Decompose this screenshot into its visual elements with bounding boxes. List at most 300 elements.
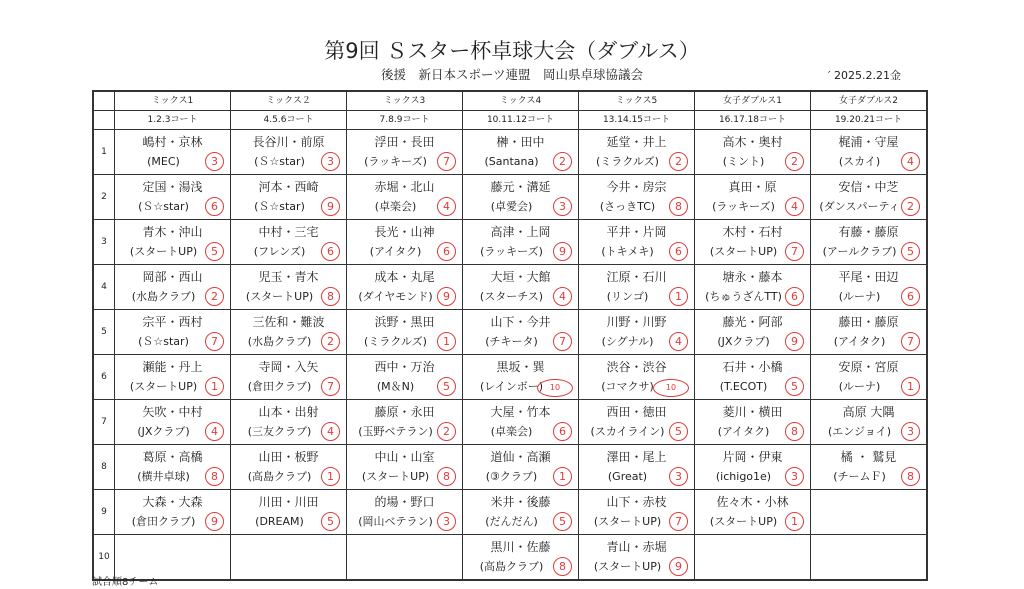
- pair-cell: [231, 355, 347, 400]
- pair-names: 安原・宮原: [838, 360, 899, 374]
- table-row: [93, 490, 927, 535]
- club-name: (水島クラブ): [247, 335, 312, 348]
- pair-names: 石井・小橋: [722, 360, 783, 374]
- club-name: (Ｓ☆star): [138, 335, 189, 348]
- pair-names: 塘永・藤本: [722, 270, 783, 284]
- order-badge: 7: [785, 242, 804, 261]
- order-badge: 1: [437, 332, 456, 351]
- header-corner: [93, 111, 115, 130]
- row-number: 9: [93, 490, 115, 535]
- pair-names: 浜野・黒田: [374, 315, 435, 329]
- order-badge: 8: [669, 197, 688, 216]
- pair-cell: [231, 445, 347, 490]
- club-name: (アールクラブ): [822, 245, 897, 258]
- club-name: (スタートUP): [245, 290, 314, 303]
- pair-names: 大垣・大館: [490, 270, 551, 284]
- pair-names: 定国・湯浅: [142, 180, 203, 194]
- order-badge: 6: [205, 197, 224, 216]
- pair-names: 宗平・西村: [142, 315, 203, 329]
- event-date: ′ 2025.2.21金: [828, 69, 901, 82]
- order-badge: 6: [437, 242, 456, 261]
- pair-names: 三佐和・難波: [252, 315, 325, 329]
- pair-names: 嶋村・京林: [142, 135, 203, 149]
- pair-cell: [695, 355, 811, 400]
- pair-cell: [695, 130, 811, 175]
- order-badge: 6: [901, 287, 920, 306]
- pair-names: 川野・川野: [606, 315, 667, 329]
- club-name: (倉田クラブ): [131, 515, 196, 528]
- club-name: (リンゴ): [606, 290, 649, 303]
- club-name: (スタートUP): [709, 515, 778, 528]
- header-row-courts: [93, 111, 927, 130]
- pair-cell: [463, 130, 579, 175]
- pair-names: 藤元・溝延: [490, 180, 551, 194]
- order-badge: 7: [669, 512, 688, 531]
- pair-cell: [463, 445, 579, 490]
- club-name: (コマクサ): [601, 380, 654, 393]
- row-number: 1: [93, 130, 115, 175]
- pair-names: 今井・房宗: [606, 180, 667, 194]
- club-name: (T.ECOT): [719, 380, 768, 393]
- club-name: (玉野ベテラン): [358, 425, 433, 438]
- club-name: (高島クラブ): [479, 560, 544, 573]
- page-title: 第9回 Ｓスター杯卓球大会（ダブルス）: [324, 39, 700, 63]
- table-row: [93, 400, 927, 445]
- order-badge: 5: [321, 512, 340, 531]
- club-name: (ミラクルズ): [596, 155, 659, 168]
- club-name: (ichigo1e): [715, 470, 772, 483]
- table-row: [93, 130, 927, 175]
- order-badge: 10: [537, 379, 573, 397]
- order-badge: 3: [553, 197, 572, 216]
- order-badge: 9: [785, 332, 804, 351]
- pair-names: 山本・出射: [258, 405, 319, 419]
- pair-cell: [695, 220, 811, 265]
- pair-cell: [811, 355, 928, 400]
- club-name: (スタートUP): [709, 245, 778, 258]
- club-name: (卓愛会): [490, 200, 533, 213]
- order-badge: 2: [553, 152, 572, 171]
- pair-names: 的場・野口: [374, 495, 435, 509]
- pair-names: 真田・原: [728, 180, 777, 194]
- pair-cell: [463, 535, 579, 581]
- row-number: 4: [93, 265, 115, 310]
- pair-names: 児玉・青木: [258, 270, 319, 284]
- club-name: (ダンスパーティ: [819, 200, 900, 213]
- division-label: ミックス4: [463, 91, 579, 111]
- club-name: (ラッキーズ): [712, 200, 775, 213]
- club-name: (横井卓球): [137, 470, 190, 483]
- table-row: [93, 535, 927, 581]
- order-badge: 5: [205, 242, 224, 261]
- pair-cell: [579, 220, 695, 265]
- pair-cell: [115, 535, 231, 581]
- club-name: (フレンズ): [253, 245, 306, 258]
- pair-cell: [695, 265, 811, 310]
- pair-cell: [347, 490, 463, 535]
- pair-names: 黒川・佐藤: [490, 540, 551, 554]
- pair-cell: [695, 490, 811, 535]
- pair-names: 藤田・藤原: [838, 315, 899, 329]
- pair-cell: [579, 445, 695, 490]
- club-name: (三友クラブ): [247, 425, 312, 438]
- order-badge: 8: [901, 467, 920, 486]
- pair-names: 中山・山室: [374, 450, 435, 464]
- order-badge: 1: [205, 377, 224, 396]
- order-badge: 1: [669, 287, 688, 306]
- club-name: (レインボー): [479, 380, 544, 393]
- pair-names: 高木・奥村: [722, 135, 783, 149]
- pair-names: 有藤・藤原: [838, 225, 899, 239]
- order-badge: 2: [901, 197, 920, 216]
- pair-cell: [231, 535, 347, 581]
- pair-cell: [347, 400, 463, 445]
- order-badge: 3: [437, 512, 456, 531]
- pair-cell: [579, 355, 695, 400]
- order-badge: 2: [669, 152, 688, 171]
- club-name: (アイタク): [833, 335, 886, 348]
- club-name: (JXクラブ): [717, 335, 770, 348]
- pair-cell: [231, 265, 347, 310]
- club-name: (スタートUP): [129, 380, 198, 393]
- row-number: 5: [93, 310, 115, 355]
- club-name: (チキータ): [485, 335, 538, 348]
- court-label: 1.2.3コート: [115, 111, 231, 130]
- pair-cell: [347, 310, 463, 355]
- pair-cell: [579, 490, 695, 535]
- division-label: 女子ダブルス2: [811, 91, 928, 111]
- order-badge: 9: [437, 287, 456, 306]
- court-label: 16.17.18コート: [695, 111, 811, 130]
- club-name: (卓楽会): [374, 200, 417, 213]
- order-badge: 1: [901, 377, 920, 396]
- pair-cell: [579, 265, 695, 310]
- order-badge: 3: [669, 467, 688, 486]
- pair-names: 米井・後藤: [490, 495, 551, 509]
- order-badge: 4: [205, 422, 224, 441]
- order-badge: 4: [669, 332, 688, 351]
- club-name: (アイタク): [717, 425, 770, 438]
- pair-cell: [231, 400, 347, 445]
- order-badge: 7: [437, 152, 456, 171]
- row-number: 8: [93, 445, 115, 490]
- pair-cell: [463, 310, 579, 355]
- court-label: 13.14.15コート: [579, 111, 695, 130]
- club-name: (倉田クラブ): [247, 380, 312, 393]
- pair-names: 長光・山神: [374, 225, 435, 239]
- bracket-table: [92, 90, 928, 581]
- pair-names: 片岡・伊東: [722, 450, 783, 464]
- order-badge: 6: [669, 242, 688, 261]
- club-name: (ちゅうざんTT): [705, 290, 782, 303]
- club-name: (Ｓ☆star): [254, 155, 305, 168]
- club-name: (Santana): [484, 155, 539, 168]
- order-badge: 4: [437, 197, 456, 216]
- order-badge: 9: [205, 512, 224, 531]
- pair-cell: [579, 175, 695, 220]
- order-badge: 7: [205, 332, 224, 351]
- pair-cell: [115, 265, 231, 310]
- row-number: 6: [93, 355, 115, 400]
- club-name: (さっきTC): [599, 200, 656, 213]
- table-row: [93, 310, 927, 355]
- club-name: (M＆N): [376, 380, 415, 393]
- pair-names: 安信・中芝: [838, 180, 899, 194]
- club-name: (Ｓ☆star): [254, 200, 305, 213]
- order-badge: 3: [901, 422, 920, 441]
- club-name: (③クラブ): [485, 470, 538, 483]
- pair-cell: [579, 535, 695, 581]
- club-name: (ルーナ): [838, 290, 881, 303]
- pair-cell: [695, 400, 811, 445]
- pair-names: 高原 大隅: [842, 405, 895, 419]
- club-name: (Ｓ☆star): [138, 200, 189, 213]
- club-name: (スタートUP): [593, 560, 662, 573]
- row-number: 2: [93, 175, 115, 220]
- club-name: (だんだん): [485, 515, 538, 528]
- order-badge: 2: [321, 332, 340, 351]
- division-label: ミックス1: [115, 91, 231, 111]
- court-label: 19.20.21コート: [811, 111, 928, 130]
- pair-names: 佐々木・小林: [716, 495, 789, 509]
- pair-cell: [115, 445, 231, 490]
- pair-cell: [811, 175, 928, 220]
- order-badge: 5: [437, 377, 456, 396]
- order-badge: 8: [785, 422, 804, 441]
- pair-cell: [695, 310, 811, 355]
- pair-names: 江原・石川: [606, 270, 667, 284]
- order-badge: 5: [901, 242, 920, 261]
- pair-cell: [695, 535, 811, 581]
- club-name: (Great): [607, 470, 648, 483]
- pair-cell: [811, 490, 928, 535]
- order-badge: 5: [669, 422, 688, 441]
- pair-cell: [231, 490, 347, 535]
- pair-cell: [695, 175, 811, 220]
- division-label: ミックス5: [579, 91, 695, 111]
- club-name: (スタートUP): [593, 515, 662, 528]
- club-name: (スカイライン): [590, 425, 665, 438]
- order-badge: 3: [205, 152, 224, 171]
- order-badge: 8: [205, 467, 224, 486]
- table-row: [93, 445, 927, 490]
- pair-names: 山下・赤枝: [606, 495, 667, 509]
- pair-names: 大森・大森: [142, 495, 203, 509]
- pair-cell: [115, 220, 231, 265]
- pair-names: 藤原・永田: [374, 405, 435, 419]
- pair-names: 成本・丸尾: [374, 270, 435, 284]
- club-name: (JXクラブ): [137, 425, 190, 438]
- pair-cell: [811, 220, 928, 265]
- club-name: (ラッキーズ): [480, 245, 543, 258]
- club-name: (高島クラブ): [247, 470, 312, 483]
- pair-names: 道仙・高瀬: [490, 450, 551, 464]
- pair-names: 河本・西崎: [258, 180, 319, 194]
- pair-names: 川田・川田: [258, 495, 319, 509]
- pair-cell: [463, 220, 579, 265]
- club-name: (アイタク): [369, 245, 422, 258]
- header-row-division: [93, 91, 927, 111]
- pair-names: 木村・石村: [722, 225, 783, 239]
- pair-cell: [811, 265, 928, 310]
- pair-cell: [115, 175, 231, 220]
- order-badge: 1: [553, 467, 572, 486]
- order-badge: 5: [785, 377, 804, 396]
- order-badge: 2: [437, 422, 456, 441]
- club-name: (スターチス): [479, 290, 544, 303]
- order-badge: 1: [321, 467, 340, 486]
- order-badge: 8: [437, 467, 456, 486]
- pair-names: 寺岡・入矢: [258, 360, 319, 374]
- order-badge: 6: [785, 287, 804, 306]
- pair-cell: [231, 220, 347, 265]
- pair-names: 梶浦・守屋: [838, 135, 899, 149]
- order-badge: 2: [785, 152, 804, 171]
- order-badge: 4: [553, 287, 572, 306]
- pair-names: 橘 ・ 鷲見: [840, 450, 897, 464]
- pair-names: 葛原・高橋: [142, 450, 203, 464]
- sponsor-line: 後援 新日本スポーツ連盟 岡山県卓球協議会: [380, 67, 643, 82]
- table-row: [93, 265, 927, 310]
- division-label: ミックス２: [231, 91, 347, 111]
- court-label: 4.5.6コート: [231, 111, 347, 130]
- order-badge: 7: [321, 377, 340, 396]
- pair-cell: [115, 130, 231, 175]
- pair-names: 渋谷・渋谷: [606, 360, 667, 374]
- pair-names: 榊・田中: [496, 135, 545, 149]
- order-badge: 9: [669, 557, 688, 576]
- club-name: (スタートUP): [129, 245, 198, 258]
- pair-cell: [579, 400, 695, 445]
- order-badge: 8: [321, 287, 340, 306]
- pair-names: 山田・板野: [258, 450, 319, 464]
- order-badge: 5: [553, 512, 572, 531]
- order-badge: 2: [205, 287, 224, 306]
- pair-names: 平井・片岡: [606, 225, 667, 239]
- club-name: (ラッキーズ): [364, 155, 427, 168]
- pair-names: 西中・万治: [374, 360, 435, 374]
- pair-cell: [347, 535, 463, 581]
- club-name: (MEC): [147, 155, 180, 168]
- pair-cell: [811, 310, 928, 355]
- order-badge: 4: [901, 152, 920, 171]
- pair-cell: [231, 175, 347, 220]
- pair-cell: [811, 445, 928, 490]
- club-name: (シグナル): [601, 335, 654, 348]
- pair-names: 西田・徳田: [606, 405, 667, 419]
- pair-names: 大屋・竹本: [490, 405, 551, 419]
- pair-cell: [463, 400, 579, 445]
- order-badge: 6: [553, 422, 572, 441]
- club-name: (水島クラブ): [131, 290, 196, 303]
- pair-names: 長谷川・前原: [252, 135, 325, 149]
- pair-cell: [347, 175, 463, 220]
- club-name: (DREAM): [255, 515, 304, 528]
- court-label: 10.11.12コート: [463, 111, 579, 130]
- pair-names: 赤堀・北山: [374, 180, 435, 194]
- pair-names: 岡部・西山: [142, 270, 203, 284]
- order-badge: 3: [321, 152, 340, 171]
- pair-names: 平尾・田辺: [838, 270, 899, 284]
- pair-names: 菱川・横田: [722, 405, 783, 419]
- club-name: (トキメキ): [601, 245, 654, 258]
- pair-cell: [463, 490, 579, 535]
- club-name: (エンジョイ): [827, 425, 892, 438]
- club-name: (チームＦ): [833, 470, 886, 483]
- pair-cell: [463, 355, 579, 400]
- pair-cell: [115, 355, 231, 400]
- pair-cell: [811, 400, 928, 445]
- pair-cell: [463, 265, 579, 310]
- pair-names: 高津・上岡: [490, 225, 551, 239]
- row-number: 7: [93, 400, 115, 445]
- pair-cell: [347, 355, 463, 400]
- pair-cell: [115, 310, 231, 355]
- pair-cell: [463, 175, 579, 220]
- pair-names: 延堂・井上: [606, 135, 667, 149]
- pair-names: 矢吹・中村: [142, 405, 203, 419]
- pair-names: 中村・三宅: [258, 225, 319, 239]
- footer-note: 試合順8チーム: [92, 577, 159, 588]
- pair-cell: [579, 310, 695, 355]
- pair-cell: [115, 400, 231, 445]
- order-badge: 7: [553, 332, 572, 351]
- pair-names: 浮田・長田: [374, 135, 435, 149]
- order-badge: 4: [785, 197, 804, 216]
- row-number: 10: [93, 535, 115, 581]
- club-name: (卓楽会): [490, 425, 533, 438]
- pair-cell: [115, 490, 231, 535]
- pair-cell: [347, 220, 463, 265]
- order-badge: 1: [785, 512, 804, 531]
- club-name: (ミント): [722, 155, 765, 168]
- club-name: (ミラクルズ): [364, 335, 427, 348]
- pair-names: 澤田・尾上: [606, 450, 667, 464]
- order-badge: 8: [553, 557, 572, 576]
- pair-cell: [231, 130, 347, 175]
- header-corner: [93, 91, 115, 111]
- pair-cell: [811, 130, 928, 175]
- pair-cell: [579, 130, 695, 175]
- table-row: [93, 220, 927, 265]
- pair-names: 青山・赤堀: [606, 540, 667, 554]
- pair-cell: [347, 130, 463, 175]
- order-badge: 6: [321, 242, 340, 261]
- pair-names: 山下・今井: [490, 315, 551, 329]
- club-name: (ルーナ): [838, 380, 881, 393]
- order-badge: 7: [901, 332, 920, 351]
- division-label: ミックス3: [347, 91, 463, 111]
- division-label: 女子ダブルス1: [695, 91, 811, 111]
- order-badge: 9: [321, 197, 340, 216]
- row-number: 3: [93, 220, 115, 265]
- pair-cell: [347, 265, 463, 310]
- order-badge: 4: [321, 422, 340, 441]
- order-badge: 10: [653, 379, 689, 397]
- club-name: (ダイヤモンド): [358, 290, 433, 303]
- club-name: (岡山ベテラン): [358, 515, 433, 528]
- pair-cell: [811, 535, 928, 581]
- order-badge: 9: [553, 242, 572, 261]
- table-row: [93, 355, 927, 400]
- court-label: 7.8.9コート: [347, 111, 463, 130]
- pair-names: 藤光・阿部: [722, 315, 783, 329]
- pair-names: 瀬能・丹上: [142, 360, 203, 374]
- club-name: (スタートUP): [361, 470, 430, 483]
- pair-cell: [231, 310, 347, 355]
- pair-names: 黒坂・巽: [496, 360, 545, 374]
- order-badge: 3: [785, 467, 804, 486]
